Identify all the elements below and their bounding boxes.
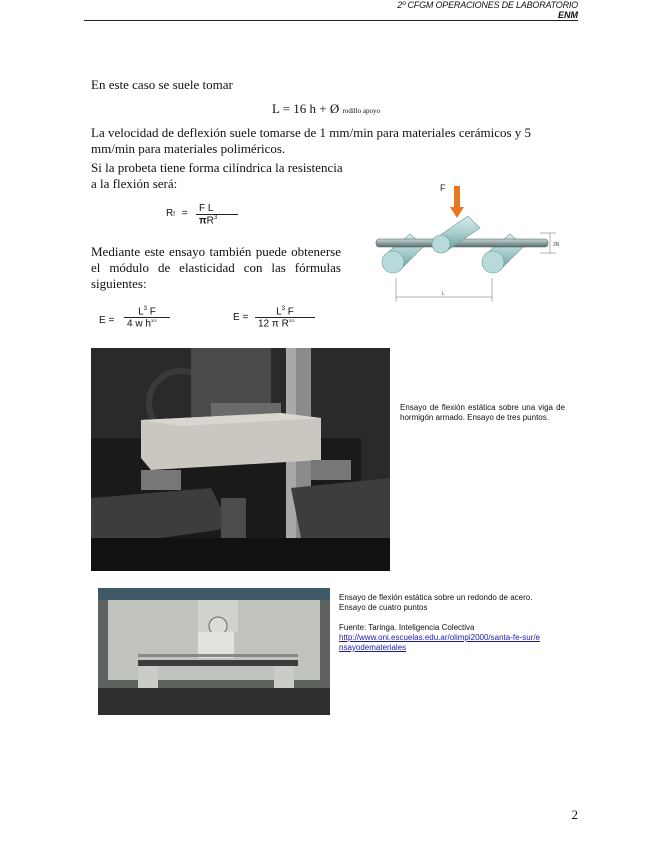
length-dimension [396, 278, 492, 302]
paragraph-cylindrical: Si la probeta tiene forma cilíndrica la resistencia a la flexión será: [91, 160, 343, 191]
formula-e1-numerator [124, 306, 170, 318]
caption-photo2-line2: Ensayo de cuatro puntos [339, 603, 428, 612]
force-arrow-icon [450, 186, 464, 218]
caption-photo2-line1: Ensayo de flexión estática sobre un redondo de acero. [339, 593, 533, 602]
source-link[interactable]: http://www.oni.escuelas.edu.ar/olimpi2000/santa-fe-sur/ensayodemateriales [339, 633, 540, 652]
height-label: 2R [553, 242, 560, 248]
e2-num-exp: 3 [281, 306, 285, 312]
header-org: ENM [558, 10, 578, 20]
formula-e1-denominator [124, 318, 170, 329]
three-point-bending-diagram [368, 178, 568, 306]
formula-rf-den-r: R [206, 215, 214, 227]
e2-den-main: 12 π R [258, 318, 289, 330]
loading-roller [432, 216, 480, 253]
paragraph-velocity: La velocidad de deflexión suele tomarse de 1 mm/min para materiales cerámicos y 5 mm/min para materiales poliméricos. [91, 125, 532, 156]
length-label: L [442, 291, 445, 297]
formula-rf-numerator: F L [196, 203, 238, 215]
paragraph-intro: En este caso se suele tomar [91, 77, 233, 92]
formula-e2-numerator [255, 306, 315, 318]
formula-e2-fraction [255, 306, 315, 330]
formula-length-subscript: rodillo apoyo [342, 107, 381, 115]
formula-rf-symbol: R [166, 208, 174, 219]
formula-e1-lhs: E = [99, 315, 115, 326]
e1-den-main: 4 w h [127, 318, 151, 330]
formula-rf-fraction [196, 203, 238, 226]
caption-photo2 [339, 593, 559, 653]
paragraph-modulus: Mediante este ensayo también puede obtenerse el módulo de elasticidad con las fórmulas siguientes: [91, 244, 341, 291]
formula-rf-subscript: f [173, 212, 175, 218]
formula-e2-lhs: E = [233, 312, 249, 323]
page-number: 2 [571, 807, 578, 822]
photo-concrete-beam-test [91, 348, 390, 571]
formula-e1-fraction [124, 306, 170, 330]
formula-e2-denominator [255, 318, 315, 329]
e2-den-exp: 3/3 [288, 318, 295, 324]
header-course: 2º CFGM OPERACIONES DE LABORATORIO [397, 0, 578, 10]
formula-rf-equals: = [181, 208, 188, 219]
formula-length-main: L = 16 h + Ø [272, 101, 340, 116]
formula-rf-denominator [196, 215, 238, 226]
caption-source: Fuente: Taringa. Inteligencia Colectiva [339, 623, 475, 632]
e1-num-l: L [138, 306, 144, 318]
e2-num-l: L [276, 306, 282, 318]
e1-num-f: F [147, 306, 156, 318]
caption-photo1: Ensayo de flexión estática sobre una viga de hormigón armado. Ensayo de tres puntos. [400, 403, 565, 422]
formula-rf-lhs [166, 208, 188, 219]
e2-num-f: F [285, 306, 294, 318]
photo-steel-rod-illustration [98, 588, 330, 715]
e1-den-exp: 3/3 [150, 318, 157, 324]
formula-rf-den-exp: 3 [213, 215, 218, 221]
photo-steel-rod-test [98, 588, 330, 715]
pi-symbol: π [199, 215, 207, 227]
e1-num-exp: 3 [143, 306, 147, 312]
formula-length [272, 101, 380, 119]
header-rule [84, 20, 578, 21]
force-label: F [440, 183, 446, 193]
photo-concrete-beam-illustration [91, 348, 390, 571]
